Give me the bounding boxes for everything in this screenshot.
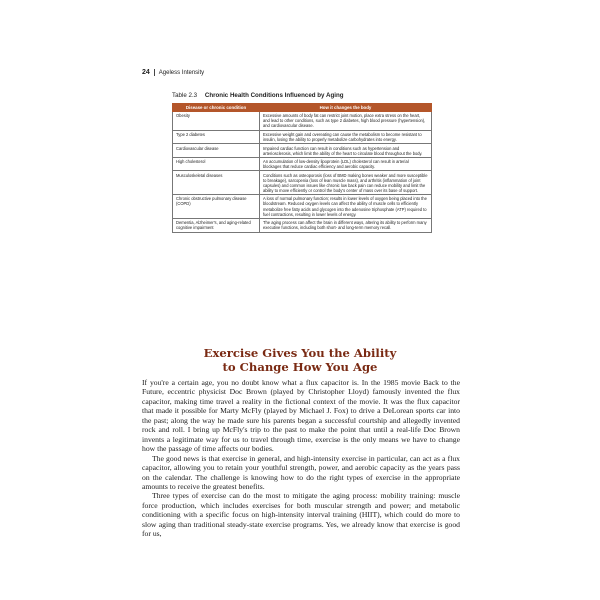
paragraph: If you're a certain age, you no doubt know what a flux capacitor is. In the 1985 movie Back to the Future, eccentric physicist Doc Brown (played by Christopher Lloyd) famously invented the flux capacitor, making time travel a reality in the fictional context of the movie. It was the flux capacitor that made it possible for Marty McFly (played by Michael J. Fox) to drive a DeLorean sports car into the past; along the way he made sure his parents began a successful courtship and allegedly invented rock and roll. I bring up McFly's trip to the past to make the point that until a real-life Doc Brown invents a legitimate way for us to travel through time, exercise is the only means we have to change how the passage of time affects our bodies. <box>142 378 460 454</box>
table-row <box>173 218 432 232</box>
paragraph: The good news is that exercise in general, and high-intensity exercise in particular, can act as a flux capacitor, allowing you to retain your youthful strength, power, and aerobic capacity as the years pass on the calendar. The challenge is knowing how to do the right types of exercise in the appropriate amounts to receive the greatest benefits. <box>142 453 460 491</box>
effect-cell: An accumulation of low-density lipoprotein (LDL) cholesterol can result in arterial blockages that reduce cardiac efficiency and aerobic capacity. <box>260 157 432 171</box>
effect-cell: The aging process can affect the brain in different ways, altering its ability to perform many executive functions, including both short- and long-term memory recall. <box>260 218 432 232</box>
column-header: How it changes the body <box>260 104 432 112</box>
book-title: Ageless Intensity <box>158 69 205 76</box>
chronic-conditions-table <box>172 103 432 233</box>
table-row <box>173 157 432 171</box>
table-row <box>173 112 432 131</box>
table-row <box>173 171 432 195</box>
table-row <box>173 144 432 158</box>
running-head <box>142 69 204 76</box>
page-number: 24 <box>142 69 150 76</box>
effect-cell: Conditions such as osteoporosis (loss of BMD making bones weaker and more susceptible to breakage), sarcopenia (loss of lean muscle mass), and arthritis (inflammation of joint capsules) and common issues like chronic low back pain can reduce mobility and limit the ability to move efficiently or control the body's center of mass over its base of support. <box>260 171 432 195</box>
table-header-row <box>173 104 432 112</box>
section-heading-line: Exercise Gives You the Ability <box>203 346 397 360</box>
condition-cell: Musculoskeletal diseases <box>173 171 260 195</box>
effect-cell: Impaired cardiac function can result in conditions such as hypertension and arteriosclerosis, which limit the ability of the heart to circulate blood throughout the body. <box>260 144 432 158</box>
section-heading-line: to Change How You Age <box>222 360 378 374</box>
condition-cell: Chronic obstructive pulmonary disease (COPD) <box>173 195 260 219</box>
effect-cell: A loss of normal pulmonary function; results in lower levels of oxygen being placed into the bloodstream. Reduced oxygen levels can affect the ability of muscle cells to efficiently metabolize free fatty acids and glycogen into the adenosine triphosphate (ATP) required to fuel contractions, resulting in lower levels of energy. <box>260 195 432 219</box>
condition-cell: Obesity <box>173 112 260 131</box>
section-heading <box>0 346 600 374</box>
table-caption <box>172 92 344 99</box>
table-row <box>173 195 432 219</box>
table-title: Chronic Health Conditions Influenced by Aging <box>204 92 344 99</box>
condition-cell: High cholesterol <box>173 157 260 171</box>
condition-cell: Dementia, Alzheimer's, and aging-related cognitive impairment <box>173 218 260 232</box>
condition-cell: Cardiovascular disease <box>173 144 260 158</box>
table-row <box>173 130 432 144</box>
body-text <box>142 378 460 539</box>
paragraph: Three types of exercise can do the most to mitigate the aging process: mobility training: muscle force production, which includes exercises for both muscular strength and power; and metabolic conditioning with a specific focus on high-intensity interval training (HIIT), which could do more to slow aging than traditional steady-state exercise programs. Yes, we already know that exercise is good for us, <box>142 491 460 539</box>
table-label: Table 2.3 <box>172 92 198 99</box>
effect-cell: Excessive amounts of body fat can restrict joint motion, place extra stress on the heart, and lead to other conditions, such as type 2 diabetes, high blood pressure (hypertension), and cardiovascular disease. <box>260 112 432 131</box>
condition-cell: Type 2 diabetes <box>173 130 260 144</box>
column-header: Disease or chronic condition <box>173 104 260 112</box>
header-divider <box>154 69 155 76</box>
effect-cell: Excessive weight gain and overeating can cause the metabolism to become resistant to insulin, losing the ability to properly metabolize carbohydrates into energy. <box>260 130 432 144</box>
